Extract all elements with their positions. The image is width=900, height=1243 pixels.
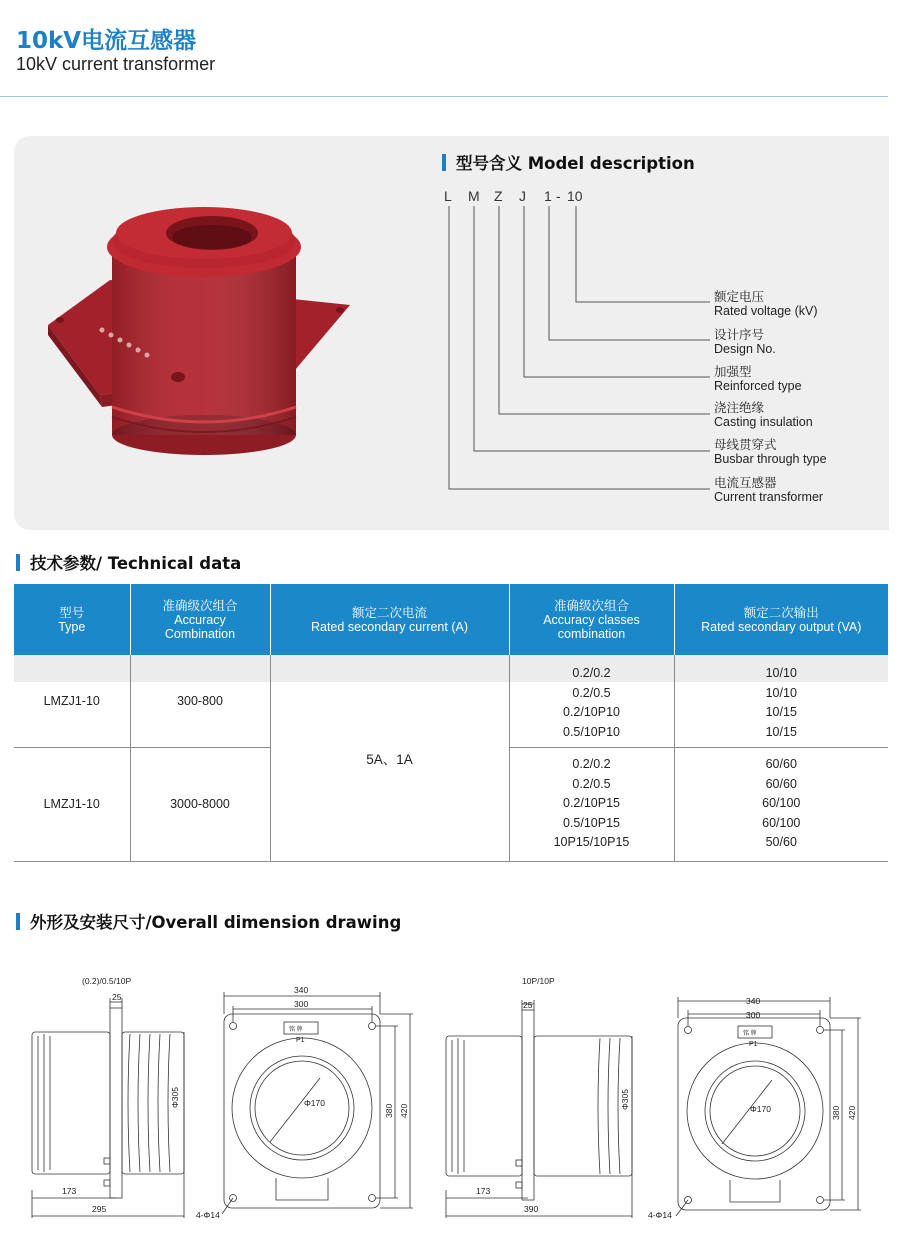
table-row [14, 655, 888, 747]
legend-reinforced [714, 365, 802, 393]
dim-380-right: 380 [831, 1105, 841, 1120]
dimension-drawing-heading [16, 909, 401, 933]
legend-casting [714, 401, 813, 429]
technical-data-heading [16, 550, 241, 574]
cell-outputs: 60/60 60/60 60/100 60/100 50/60 [674, 747, 888, 861]
dim-380-left: 380 [384, 1103, 394, 1118]
cell-type: LMZJ1-10 [14, 655, 130, 747]
model-letter-l: L [444, 188, 452, 204]
dimension-drawing-heading-text: 外形及安装尺寸/Overall dimension drawing [30, 913, 402, 932]
drawing-left-label: (0.2)/0.5/10P [82, 976, 132, 986]
legend-cn: 加强型 [714, 365, 752, 379]
cell-secondary-current: 5A、1A [270, 655, 509, 861]
legend-cn: 浇注绝缘 [714, 401, 765, 415]
technical-data-heading-text: 技术参数/ Technical data [30, 554, 242, 573]
technical-data-table [14, 584, 888, 862]
holes-right: 4-Φ14 [648, 1210, 672, 1220]
p1-right: P1 [749, 1041, 758, 1048]
legend-cn: 额定电压 [714, 290, 765, 304]
dim-420-right: 420 [847, 1105, 857, 1120]
drawing-right-label: 10P/10P [522, 976, 555, 986]
model-description-heading-text: 型号含义 Model description [456, 154, 695, 173]
cell-classes: 0.2/0.2 0.2/0.5 0.2/10P15 0.5/10P15 10P15/10P15 [509, 747, 674, 861]
header-secondary-current: 额定二次电流 Rated secondary current (A) [270, 584, 509, 655]
dim-173-right: 173 [476, 1186, 491, 1196]
legend-en: Rated voltage (kV) [714, 304, 818, 318]
heading-marker [442, 154, 446, 171]
dim-390: 390 [524, 1204, 539, 1214]
legend-en: Casting insulation [714, 415, 813, 429]
legend-en: Design No. [714, 342, 776, 356]
legend-en: Reinforced type [714, 379, 802, 393]
model-letter-z: Z [494, 188, 503, 204]
product-image [40, 185, 370, 455]
legend-cn: 设计序号 [714, 328, 765, 342]
dim-25-right: 25 [523, 1000, 533, 1010]
dim-170-left: Φ170 [304, 1098, 325, 1108]
dim-25-left: 25 [112, 992, 122, 1002]
dim-300-right: 300 [746, 1010, 761, 1020]
heading-marker [16, 554, 20, 571]
dim-420-left: 420 [399, 1103, 409, 1118]
dim-340-right: 340 [746, 996, 761, 1006]
header-ratio: 准确级次组合 Accuracy Combination [130, 584, 270, 655]
model-letter-j: J [519, 188, 526, 204]
table-header-row [14, 584, 888, 655]
dim-173-left: 173 [62, 1186, 77, 1196]
model-letter-1: 1 [544, 188, 552, 204]
dim-170-right: Φ170 [750, 1104, 771, 1114]
p1-left: P1 [296, 1037, 305, 1044]
dim-305-right: Φ305 [620, 1089, 630, 1110]
title-divider [0, 96, 888, 97]
dim-295: 295 [92, 1204, 107, 1214]
nameplate-right: 铭 牌 [743, 1031, 757, 1037]
dim-305-left: Φ305 [170, 1087, 180, 1108]
cell-ratio: 300-800 [130, 655, 270, 747]
legend-cn: 母线贯穿式 [714, 438, 777, 452]
page-title-en: 10kV current transformer [16, 54, 216, 74]
legend-en: Current transformer [714, 490, 824, 504]
legend-en: Busbar through type [714, 452, 827, 466]
model-letter-dash: - [556, 188, 561, 204]
legend-busbar [714, 438, 827, 466]
header-type: 型号 Type [14, 584, 130, 655]
legend-current-transformer [714, 476, 823, 504]
cell-classes: 0.2/0.2 0.2/0.5 0.2/10P10 0.5/10P10 [509, 655, 674, 747]
cell-ratio: 3000-8000 [130, 747, 270, 861]
model-letter-10: 10 [567, 188, 583, 204]
legend-cn: 电流互感器 [714, 476, 777, 490]
model-letter-m: M [468, 188, 480, 204]
model-description-heading [442, 150, 695, 174]
legend-rated-voltage [714, 290, 818, 318]
page-title-cn: 10kV电流互感器 [16, 28, 197, 54]
legend-design-no [714, 328, 776, 356]
cell-type: LMZJ1-10 [43, 797, 100, 811]
heading-marker [16, 913, 20, 930]
header-accuracy-classes: 准确级次组合 Accuracy classes combination [509, 584, 674, 655]
holes-left: 4-Φ14 [196, 1210, 220, 1220]
cell-outputs: 10/10 10/10 10/15 10/15 [674, 655, 888, 747]
nameplate-left: 铭 牌 [289, 1027, 303, 1033]
dimension-drawings [0, 960, 900, 1243]
dim-340-left: 340 [294, 985, 309, 995]
dim-300-left: 300 [294, 999, 309, 1009]
header-secondary-output: 额定二次输出 Rated secondary output (VA) [674, 584, 888, 655]
